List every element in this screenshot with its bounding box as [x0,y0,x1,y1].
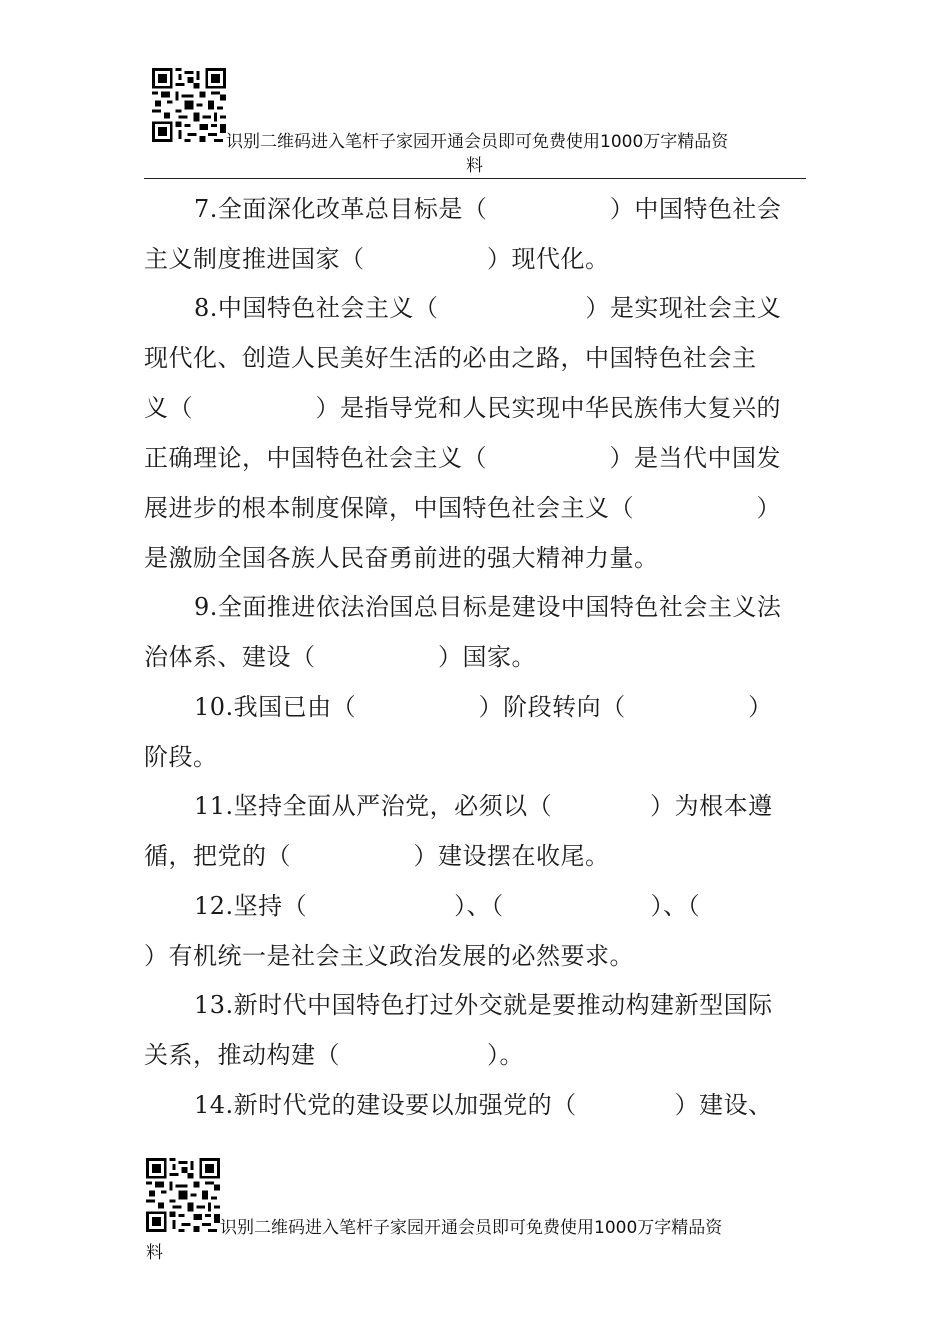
footer-promo-line-2: 料 [146,1243,163,1263]
question-8-line-4: 正确理论，中国特色社会主义（ ）是当代中国发 [144,444,781,472]
question-9-line-2: 治体系、建设（ ）国家。 [144,643,536,671]
question-12-line-1: 12.坚持（ ）、（ ）、（ [194,892,701,920]
question-10-line-2: 阶段。 [144,743,218,771]
footer-promo-text-cont [146,1241,163,1265]
question-9-line-1: 9.全面推进依法治国总目标是建设中国特色社会主义法 [194,593,782,621]
header-promo-line-1: 识别二维码进入笔杆子家园开通会员即可免费使用1000万字精品资 [226,132,729,152]
question-8-line-6: 是激励全国各族人民奋勇前进的强大精神力量。 [144,544,659,572]
question-7-line-2: 主义制度推进国家（ ）现代化。 [144,245,610,273]
qr-code-icon [146,1158,220,1232]
qr-code-icon [152,68,226,142]
question-12-line-2: ）有机统一是社会主义政治发展的必然要求。 [144,942,634,970]
question-7-line-1: 7.全面深化改革总目标是（ ）中国特色社会 [194,195,782,223]
question-8-line-5: 展进步的根本制度保障，中国特色社会主义（ ） [144,494,781,522]
header-promo-text-cont [466,154,483,178]
header-rule [144,178,806,179]
question-8-line-3: 义（ ）是指导党和人民实现中华民族伟大复兴的 [144,394,781,422]
header-promo-text [226,130,728,154]
question-8-line-1: 8.中国特色社会主义（ ）是实现社会主义 [194,294,782,322]
question-11-line-1: 11.坚持全面从严治党，必须以（ ）为根本遵 [194,792,773,820]
question-13-line-1: 13.新时代中国特色打过外交就是要推动构建新型国际 [194,991,773,1019]
question-13-line-2: 关系，推动构建（ ）。 [144,1041,524,1069]
footer-promo-line-1: 识别二维码进入笔杆子家园开通会员即可免费使用1000万字精品资 [220,1218,723,1238]
question-8-line-2: 现代化、创造人民美好生活的必由之路，中国特色社会主 [144,344,757,372]
footer-promo-text [220,1216,722,1240]
question-10-line-1: 10.我国已由（ ）阶段转向（ ） [194,693,773,721]
question-11-line-2: 循，把党的（ ）建设摆在收尾。 [144,842,610,870]
question-14-line-1: 14.新时代党的建设要以加强党的（ ）建设、 [194,1091,773,1119]
header-promo-line-2: 料 [466,156,483,176]
